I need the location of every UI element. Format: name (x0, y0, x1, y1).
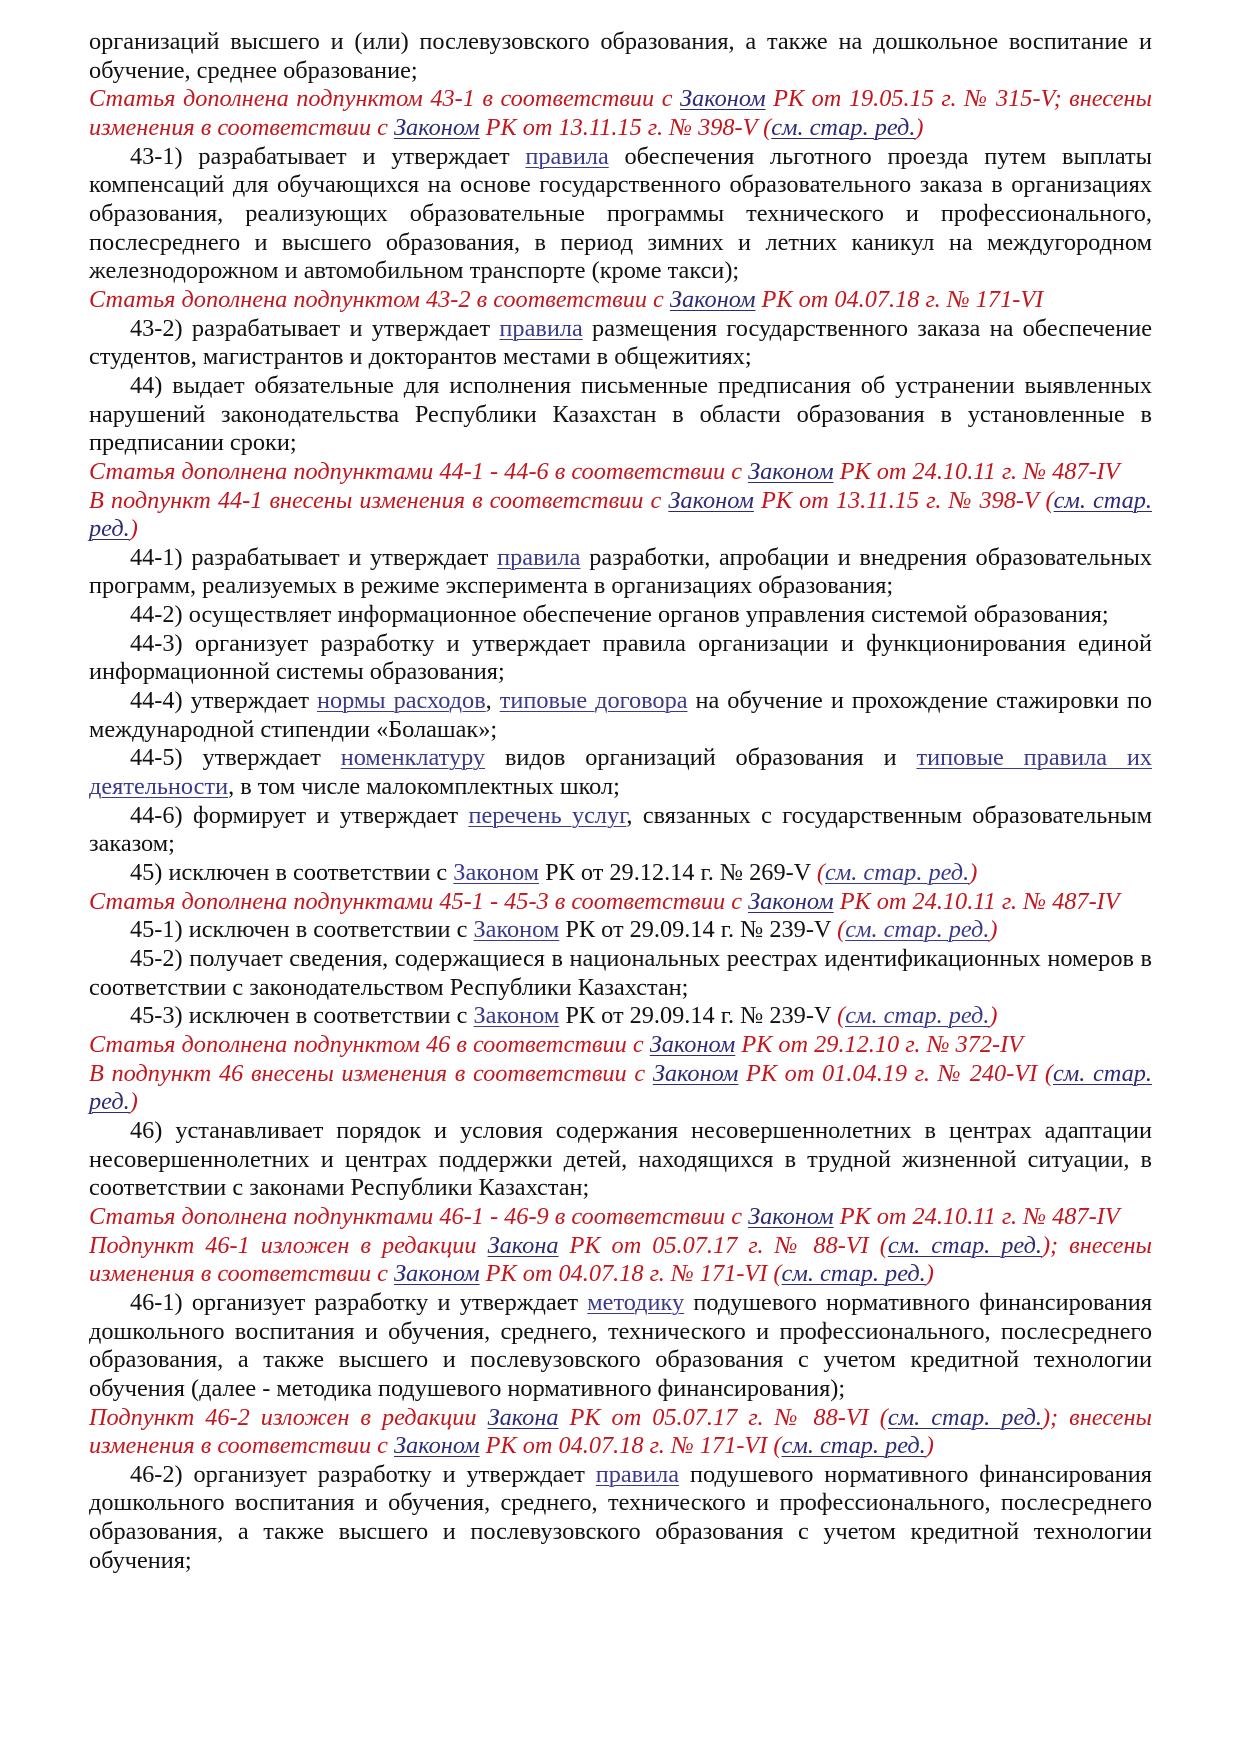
law-link[interactable]: Закона (487, 1403, 559, 1431)
text: 44-2) осуществляет информационное обеспечение органов управления системой образования; (130, 601, 1109, 629)
subparagraph-46-2 (89, 1461, 1152, 1576)
rules-link[interactable]: правила (525, 142, 609, 170)
subparagraph-45 (89, 859, 1152, 888)
text: РК от 13.11.15 г. № 398-V ( (753, 486, 1054, 514)
text: РК от 29.12.10 г. № 372-IV (735, 1030, 1024, 1058)
old-edition-link[interactable]: см. стар. ред. (771, 113, 916, 141)
text: 44) выдает обязательные для исполнения письменные предписания об устранении выявленных нарушений законодательства Республики Казахстан в области образования в установленные в предписании сроки; (89, 371, 1152, 457)
rules-link[interactable]: правила (497, 543, 581, 571)
document-page (89, 28, 1152, 1575)
text: Подпункт 46-1 изложен в редакции (89, 1231, 488, 1259)
subparagraph-44-3 (89, 630, 1152, 687)
text: РК от 05.07.17 г. № 88-VI ( (558, 1231, 888, 1259)
text: Статья дополнена подпунктом 46 в соответствии с (89, 1030, 650, 1058)
text: , (485, 687, 500, 715)
text: РК от 05.07.17 г. № 88-VI ( (558, 1403, 888, 1431)
text: 45-2) получает сведения, содержащиеся в национальных реестрах идентификационных номеров в соответствии с законодательством Республики Казахстан; (89, 945, 1152, 1001)
text: РК от 04.07.18 г. № 171-VI ( (479, 1432, 782, 1460)
text: Статья дополнена подпунктами 44-1 - 44-6 в соответствии с (89, 457, 749, 485)
subparagraph-46 (89, 1117, 1152, 1203)
text: , связанных с государственным образовательным заказом; (89, 801, 1152, 858)
text: РК от 04.07.18 г. № 171-VI ( (479, 1260, 782, 1288)
text: РК от 24.10.11 г. № 487-IV (833, 1202, 1120, 1230)
subparagraph-45-1 (89, 916, 1152, 945)
text: 45) исключен в соответствии с (130, 859, 454, 887)
old-edition-ref (817, 859, 977, 886)
text: подушевого нормативного финансирования дошкольного воспитания и обучения, среднего, технического и профессионального, послесреднего образования, а также высшего и послевузовского образования с учетом кредитной технологии обучения (далее - методика подушевого нормативного финансирования); (89, 1288, 1152, 1402)
text: 46-1) организует разработку и утверждает (130, 1288, 588, 1316)
subparagraph-46-1 (89, 1289, 1152, 1404)
law-link[interactable]: Законом (748, 887, 834, 915)
paren: ) (989, 1002, 998, 1030)
text: Статья дополнена подпунктами 46-1 - 46-9 в соответствии с (89, 1202, 749, 1230)
text: ) (129, 515, 138, 543)
amendment-note-46 (89, 1031, 1152, 1060)
old-edition-link[interactable]: см. стар. ред. (887, 1231, 1042, 1259)
law-link[interactable]: Законом (748, 457, 834, 485)
old-edition-link[interactable]: см. стар. ред. (824, 859, 970, 887)
text: ) (129, 1088, 138, 1116)
model-contracts-link[interactable]: типовые договора (499, 687, 688, 715)
text: организаций высшего и (или) послевузовского образования, а также на дошкольное воспитание и обучение, среднее образование; (89, 28, 1152, 84)
paragraph-continuation (89, 28, 1152, 85)
text: Статья дополнена подпунктом 43-1 в соответствии с (89, 85, 681, 113)
old-edition-link[interactable]: см. стар. ред. (89, 486, 1153, 543)
old-edition-link[interactable]: см. стар. ред. (89, 1059, 1153, 1116)
paren: ( (837, 916, 846, 944)
old-edition-ref (837, 1002, 997, 1029)
text: подушевого нормативного финансирования дошкольного воспитания и обучения, среднего, технического и профессионального, послесреднего образования, а также высшего и послевузовского образования с учетом кредитной технологии обучения; (89, 1460, 1152, 1574)
text: Подпункт 46-2 изложен в редакции (89, 1403, 488, 1431)
law-link[interactable]: Законом (453, 859, 540, 887)
text: ) (925, 1432, 934, 1460)
subparagraph-44-2 (89, 601, 1152, 630)
old-edition-link[interactable]: см. стар. ред. (781, 1432, 926, 1460)
text: 44-6) формирует и утверждает (130, 801, 469, 829)
text: , в том числе малокомплектных школ; (228, 773, 620, 801)
text: размещения государственного заказа на обеспечение студентов, магистрантов и докторантов местами в общежитиях; (89, 314, 1152, 371)
text: РК от 24.10.11 г. № 487-IV (833, 887, 1120, 915)
law-link[interactable]: Законом (748, 1202, 834, 1230)
law-link[interactable]: Законом (394, 1432, 480, 1460)
subparagraph-44 (89, 372, 1152, 458)
paren: ( (837, 1002, 846, 1030)
amendment-note-43-1 (89, 85, 1152, 142)
law-link[interactable]: Законом (394, 1260, 480, 1288)
old-edition-link[interactable]: см. стар. ред. (845, 1002, 990, 1030)
text: 46) устанавливает порядок и условия содержания несовершеннолетних в центрах адаптации несовершеннолетних и центрах поддержки детей, находящихся в трудной жизненной ситуации, в соответствии с законами Республики Казахстан; (89, 1116, 1152, 1202)
text: на обучение и прохождение стажировки по международной стипендии «Болашак»; (89, 687, 1152, 743)
law-link[interactable]: Законом (669, 285, 756, 313)
subparagraph-44-6 (89, 802, 1152, 859)
text: РК от 29.12.14 г. № 269-V (539, 859, 817, 887)
subparagraph-44-1 (89, 544, 1152, 601)
text: РК от 19.05.15 г. № 315-V; внесены изменения в соответствии с (89, 85, 1153, 141)
subparagraph-44-5 (89, 744, 1152, 801)
text: РК от 24.10.11 г. № 487-IV (833, 457, 1120, 485)
text: РК от 29.09.14 г. № 239-V (559, 1002, 838, 1030)
subparagraph-44-4 (89, 687, 1152, 744)
amendment-note-46-1 (89, 1232, 1152, 1289)
old-edition-link[interactable]: см. стар. ред. (781, 1260, 926, 1288)
text: В подпункт 46 внесены изменения в соответствии с (89, 1059, 653, 1087)
expense-norms-link[interactable]: нормы расходов (316, 687, 486, 715)
rules-link[interactable]: правила (499, 314, 583, 342)
text: РК от 01.04.19 г. № 240-VI ( (738, 1059, 1053, 1087)
text: Статья дополнена подпунктом 43-2 в соответствии с (89, 285, 670, 313)
text: 43-2) разрабатывает и утверждает (130, 314, 500, 342)
paren: ) (969, 859, 978, 887)
amendment-note-44-1 (89, 487, 1152, 544)
text: 45-3) исключен в соответствии с (130, 1002, 474, 1030)
text: разработки, апробации и внедрения образовательных программ, реализуемых в режиме эксперимента в организациях образования; (89, 543, 1152, 600)
text: 45-1) исключен в соответствии с (130, 916, 474, 944)
law-link[interactable]: Закона (487, 1231, 559, 1259)
text: 44-5) утверждает (130, 744, 341, 772)
law-link[interactable]: Законом (652, 1059, 739, 1087)
law-link[interactable]: Законом (473, 916, 560, 944)
text: обеспечения льготного проезда путем выплаты компенсаций для обучающихся на основе государственного образовательного заказа в организациях образования, реализующих образовательные программы технического и профессионального, послесреднего и высшего образования, в период зимних и летних каникул на междугородном железнодорожном и автомобильном транспорте (кроме такси); (89, 142, 1152, 285)
amendment-note-44-1-44-6 (89, 458, 1152, 487)
paren: ( (816, 859, 825, 887)
subparagraph-45-2 (89, 945, 1152, 1002)
amendment-note-46-2 (89, 1404, 1152, 1461)
text: 43-1) разрабатывает и утверждает (130, 142, 526, 170)
text: видов организаций образования и (485, 744, 917, 772)
text: ); внесены изменения в соответствии с (89, 1231, 1152, 1288)
paren: ) (989, 916, 998, 944)
subparagraph-43-1 (89, 143, 1152, 286)
text: РК от 04.07.18 г. № 171-VI (755, 285, 1044, 313)
text: 44-1) разрабатывает и утверждает (130, 543, 498, 571)
subparagraph-45-3 (89, 1002, 1152, 1031)
old-edition-ref (837, 916, 997, 943)
amendment-note-45-1-45-3 (89, 888, 1152, 917)
subparagraph-43-2 (89, 315, 1152, 372)
text: 44-4) утверждает (130, 687, 317, 715)
law-link[interactable]: Законом (394, 113, 480, 141)
methodology-link[interactable]: методику (587, 1288, 685, 1316)
text: 46-2) организует разработку и утверждает (130, 1460, 596, 1488)
law-link[interactable]: Законом (680, 85, 766, 113)
text: ) (915, 113, 924, 141)
amendment-note-46-1-46-9 (89, 1203, 1152, 1232)
text: Статья дополнена подпунктами 45-1 - 45-3 в соответствии с (89, 887, 749, 915)
text: РК от 29.09.14 г. № 239-V (559, 916, 838, 944)
rules-link[interactable]: правила (595, 1460, 680, 1488)
law-link[interactable]: Законом (668, 486, 754, 514)
amendment-note-43-2 (89, 286, 1152, 315)
model-rules-link[interactable]: типовые правила их деятельности (89, 744, 1152, 801)
text: 44-3) организует разработку и утверждает правила организации и функционирования единой информационной системы образования; (89, 629, 1152, 686)
text: РК от 13.11.15 г. № 398-V ( (479, 113, 772, 141)
nomenclature-link[interactable]: номенклатуру (340, 744, 486, 772)
text: В подпункт 44-1 внесены изменения в соответствии с (89, 486, 669, 514)
old-edition-link[interactable]: см. стар. ред. (845, 916, 990, 944)
text: ); внесены изменения в соответствии с (89, 1403, 1152, 1460)
amendment-note-46-changes (89, 1060, 1152, 1117)
services-list-link[interactable]: перечень услуг (468, 801, 627, 829)
text: ) (925, 1260, 934, 1288)
old-edition-link[interactable]: см. стар. ред. (887, 1403, 1042, 1431)
law-link[interactable]: Законом (473, 1002, 560, 1030)
law-link[interactable]: Законом (649, 1030, 736, 1058)
